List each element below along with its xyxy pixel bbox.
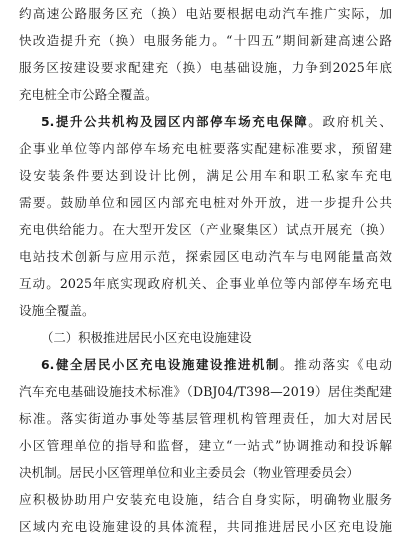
paragraph-2-line-2: 企事业单位等内部停车场充电桩要落实配建标准要求，预留建 [19,141,392,156]
paragraph-3-line-4: 小区管理单位的指导和监督，建立“一站式”协调推动和投诉解 [19,438,392,453]
paragraph-3-bold-lead: 6.健全居民小区充电设施建设推进机制 [41,357,280,372]
paragraph-2-line-8: 设施全覆盖。 [19,303,95,318]
paragraph-3-line-2: 汽车充电基础设施技术标准》（DBJ04/T398—2019）居住类配建 [19,384,392,399]
paragraph-1-line-2: 快改造提升充（换）电服务能力。“十四五”期间新建高速公路 [19,33,392,48]
paragraph-3-lead-rest: 。推动落实《电动 [279,357,392,372]
paragraph-2-line-3: 设安装条件要达到设计比例，满足公用车和职工私家车充电 [19,168,392,183]
paragraph-3-line-3: 标准。落实街道办事处等基层管理机构管理责任，加大对居民 [19,411,392,426]
paragraph-2-bold-lead: 5.提升公共机构及园区内部停车场充电保障 [41,114,309,129]
section-heading: （二）积极推进居民小区充电设施建设 [41,330,252,345]
paragraph-3-line-6: 应积极协助用户安装充电设施，结合自身实际，明确物业服务 [19,492,392,507]
paragraph-3-line-5: 决机制。居民小区管理单位和业主委员会（物业管理委员会） [19,465,360,480]
paragraph-2-line-5: 充电供给能力。在大型开发区（产业聚集区）试点开展充（换） [19,222,392,237]
paragraph-3-line-1 [41,352,392,378]
paragraph-1-line-3: 服务区按建设要求配建充（换）电基础设施，力争到2025年底 [19,60,392,75]
paragraph-2-lead-rest: 。政府机关、 [308,114,392,129]
paragraph-2-line-1 [41,109,392,135]
paragraph-2-line-6: 电站技术创新与应用示范，探索园区电动汽车与电网能量高效 [19,249,392,264]
paragraph-2-line-7: 互动。2025年底实现政府机关、企事业单位等内部停车场充电 [19,276,392,291]
paragraph-2-line-4: 需要。鼓励单位和园区内部充电桩对外开放，进一步提升公共 [19,195,392,210]
paragraph-1-line-4: 充电桩全市公路全覆盖。 [19,87,158,102]
paragraph-1-line-1: 约高速公路服务区充（换）电站要根据电动汽车推广实际，加 [19,6,392,21]
paragraph-3-line-7: 区域内充电设施建设的具体流程，共同推进居民小区充电设施 [19,519,392,534]
